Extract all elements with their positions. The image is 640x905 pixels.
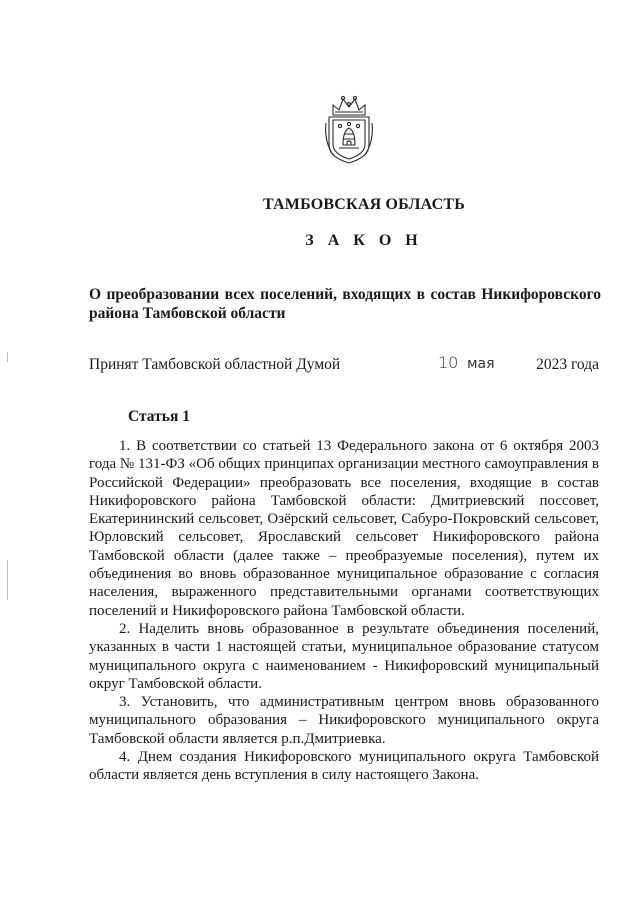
tambov-region-coat-of-arms-icon	[321, 93, 377, 165]
adoption-year: 2023 года	[536, 356, 599, 373]
adopting-body: Принят Тамбовской областной Думой	[89, 356, 341, 373]
adoption-month: мая	[467, 356, 495, 372]
scan-margin-mark	[7, 352, 8, 362]
paragraph: 3. Установить, что административным центром вновь образованного муниципального образования – Никифоровского муниципального округа Тамбовской области является р.п.Дмитриевка.	[89, 694, 599, 747]
adoption-day: 10	[438, 353, 459, 372]
paragraph: 1. В соответствии со статьей 13 Федерального закона от 6 октября 2003 года № 131-ФЗ «Об общих принципах организации местного самоуправления в Российской Федерации» преобразовать все поселения, входящие в состав Никифоровского района Тамбовской области: Дмитриевский поссовет, Екатерининский сельсовет, Озёрский сельсовет, Сабуро-Покровский сельсовет, Юрловский сельсовет, Ярославский сельсовет Никифоровского района Тамбовской области (далее также – преобразуемые поселения), путем их объединения во вновь образованное муниципальное образование с согласия населения, выраженного представительными органами соответствующих поселений и Никифоровского района Тамбовской области.	[89, 438, 599, 619]
document-type: З А К О Н	[305, 232, 423, 249]
adoption-line	[89, 355, 599, 375]
paragraph: 2. Наделить вновь образованное в результате объединения поселений, указанных в части 1 настоящей статьи, муниципальное образование статусом муниципального округа с наименованием - Никифоровский муниципальный округ Тамбовской области.	[89, 620, 599, 692]
article-heading: Статья 1	[128, 408, 190, 425]
region-name: ТАМБОВСКАЯ ОБЛАСТЬ	[262, 196, 466, 213]
paragraph: 4. Днем создания Никифоровского муниципального округа Тамбовской области является день вступления в силу настоящего Закона.	[89, 749, 599, 784]
law-title: О преобразовании всех поселений, входящих в состав Никифоровского района Тамбовской области	[89, 286, 601, 322]
scan-margin-mark	[7, 560, 8, 600]
article-body	[89, 437, 599, 785]
